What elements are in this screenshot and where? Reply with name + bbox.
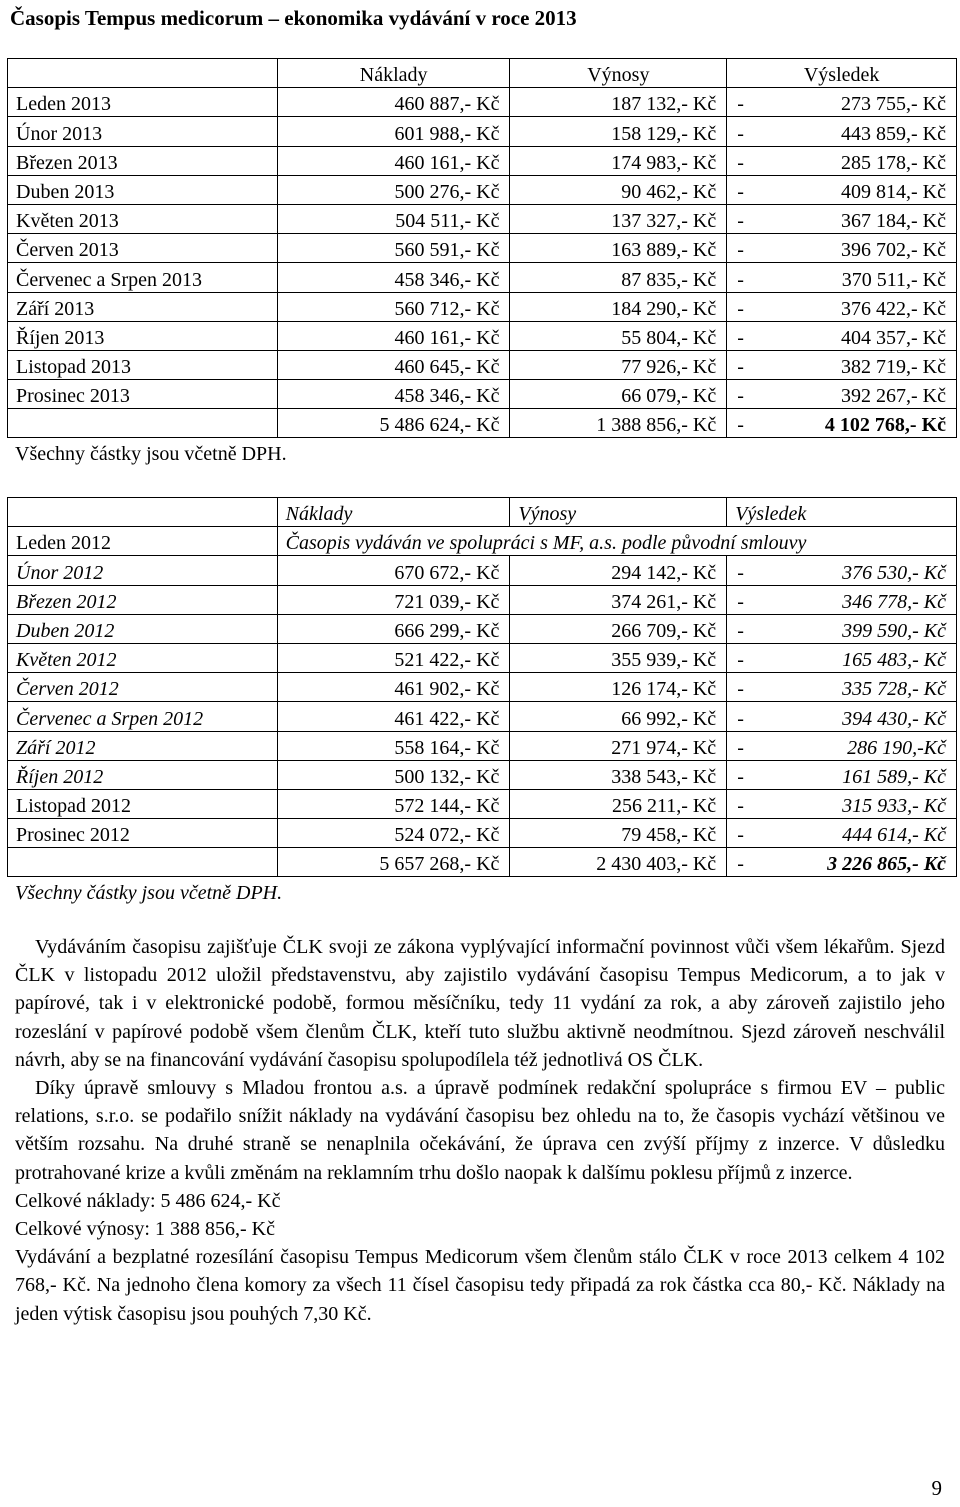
result-cell (727, 88, 957, 117)
result-value (737, 238, 946, 262)
vat-note-2012: Všechny částky jsou včetně DPH. (15, 882, 283, 904)
result-cell (727, 117, 957, 146)
minus-sign: - (737, 268, 744, 291)
revenue-cell: 158 129,- Kč (510, 117, 727, 146)
result-cell (727, 556, 957, 585)
result-amount: 161 589,- Kč (842, 765, 946, 788)
revenue-cell: 174 983,- Kč (510, 146, 727, 175)
table-row (8, 88, 957, 117)
result-value (737, 384, 946, 408)
result-cell (727, 819, 957, 848)
table-row (8, 263, 957, 292)
result-cell (727, 731, 957, 760)
table-row (8, 292, 957, 321)
header-result: Výsledek (727, 498, 957, 527)
minus-sign: - (737, 385, 744, 408)
result-amount: 315 933,- Kč (842, 795, 946, 818)
result-value (737, 297, 946, 321)
result-amount: 367 184,- Kč (841, 210, 946, 233)
result-value (737, 326, 946, 350)
minus-sign: - (737, 590, 744, 613)
month-cell: Září 2013 (8, 292, 278, 321)
minus-sign: - (737, 649, 744, 672)
result-amount: 370 511,- Kč (841, 268, 946, 291)
minus-sign: - (737, 707, 744, 730)
result-amount: 392 267,- Kč (841, 385, 946, 408)
minus-sign: - (737, 93, 744, 116)
revenue-cell: 137 327,- Kč (510, 204, 727, 233)
body-text (15, 933, 945, 1328)
minus-sign: - (737, 180, 744, 203)
result-cell (727, 760, 957, 789)
table-row (8, 789, 957, 818)
table-row (8, 614, 957, 643)
header-revenues: Výnosy (510, 498, 727, 527)
cost-cell: 461 422,- Kč (277, 702, 510, 731)
cost-cell: 500 276,- Kč (277, 175, 510, 204)
result-amount: 286 190,-Kč (847, 736, 946, 759)
table-row (8, 204, 957, 233)
page-number: 9 (931, 1476, 942, 1500)
cost-cell: 504 511,- Kč (277, 204, 510, 233)
revenue-cell: 338 543,- Kč (510, 760, 727, 789)
result-cell (727, 204, 957, 233)
result-value (737, 92, 946, 116)
month-cell: Září 2012 (8, 731, 278, 760)
table-row (8, 819, 957, 848)
result-amount: 346 778,- Kč (842, 590, 946, 613)
month-cell: Květen 2012 (8, 643, 278, 672)
cost-cell: 572 144,- Kč (277, 789, 510, 818)
result-value (737, 268, 946, 292)
revenue-cell: 90 462,- Kč (510, 175, 727, 204)
table-row (8, 760, 957, 789)
result-amount: 273 755,- Kč (841, 93, 946, 116)
cost-cell: 461 902,- Kč (277, 673, 510, 702)
header-result: Výsledek (727, 59, 957, 88)
cost-cell: 560 591,- Kč (277, 234, 510, 263)
total-costs-line: Celkové náklady: 5 486 624,- Kč (15, 1189, 281, 1212)
result-value (737, 151, 946, 175)
result-value (737, 707, 946, 731)
result-value (737, 736, 946, 760)
revenue-cell: 77 926,- Kč (510, 350, 727, 379)
table-row (8, 702, 957, 731)
total-result-cell (727, 409, 957, 438)
paragraph: Díky úpravě smlouvy s Mladou frontou a.s. a úpravě podmínek redakční spolupráce s firmou EV – public relations, s.r.o. se podařilo snížit náklady na vydávání časopisu bez ohledu na to, že časopis vychází většinou ve větším rozsahu. Na druhé straně se nenaplnila očekávání, že úprava cen zvýší příjmy z inzerce. V důsledku protrahované krize a kvůli změnám na reklamním trhu došlo naopak k dalšímu poklesu příjmů z inzerce. (15, 1077, 945, 1184)
result-amount: 444 614,- Kč (842, 824, 946, 847)
cost-cell: 558 164,- Kč (277, 731, 510, 760)
revenue-cell: 87 835,- Kč (510, 263, 727, 292)
result-value (737, 794, 946, 818)
minus-sign: - (737, 210, 744, 233)
result-amount: 382 719,- Kč (841, 356, 946, 379)
total-cost-cell: 5 486 624,- Kč (277, 409, 510, 438)
result-amount: 396 702,- Kč (841, 239, 946, 262)
minus-sign: - (737, 151, 744, 174)
result-cell (727, 234, 957, 263)
month-cell: Červen 2012 (8, 673, 278, 702)
result-value (737, 677, 946, 701)
cost-cell: 460 161,- Kč (277, 146, 510, 175)
result-cell (727, 614, 957, 643)
result-amount: 394 430,- Kč (842, 707, 946, 730)
total-result-amount: 3 226 865,- Kč (827, 853, 946, 876)
table-row (8, 175, 957, 204)
table-row (8, 556, 957, 585)
revenue-cell: 66 992,- Kč (510, 702, 727, 731)
total-revenues-line: Celkové výnosy: 1 388 856,- Kč (15, 1218, 275, 1241)
minus-sign: - (737, 736, 744, 759)
month-cell: Listopad 2012 (8, 789, 278, 818)
revenue-cell: 79 458,- Kč (510, 819, 727, 848)
result-amount: 285 178,- Kč (841, 151, 946, 174)
result-cell (727, 292, 957, 321)
cost-cell: 460 645,- Kč (277, 350, 510, 379)
table-row-first (8, 527, 957, 556)
month-cell: Duben 2012 (8, 614, 278, 643)
minus-sign: - (737, 297, 744, 320)
result-value (737, 561, 946, 585)
result-cell (727, 702, 957, 731)
table-row (8, 321, 957, 350)
result-value (737, 590, 946, 614)
table-row (8, 731, 957, 760)
total-revenue-cell: 2 430 403,- Kč (510, 848, 727, 877)
month-cell: Říjen 2013 (8, 321, 278, 350)
result-amount: 399 590,- Kč (842, 619, 946, 642)
table-row (8, 673, 957, 702)
result-cell (727, 380, 957, 409)
cost-cell: 458 346,- Kč (277, 263, 510, 292)
page-title: Časopis Tempus medicorum – ekonomika vydávání v roce 2013 (10, 6, 577, 30)
month-cell: Říjen 2012 (8, 760, 278, 789)
month-cell: Listopad 2013 (8, 350, 278, 379)
result-amount: 335 728,- Kč (842, 678, 946, 701)
revenue-cell: 126 174,- Kč (510, 673, 727, 702)
revenue-cell: 55 804,- Kč (510, 321, 727, 350)
empty-cell (8, 848, 278, 877)
revenue-cell: 294 142,- Kč (510, 556, 727, 585)
cost-cell: 460 161,- Kč (277, 321, 510, 350)
paragraph: Vydávání a bezplatné rozesílání časopisu Tempus Medicorum všem členům stálo ČLK v roce 2013 celkem 4 102 768,- Kč. Na jednoho člena komory za všech 11 čísel časopisu tedy připadá za rok částka cca 80,- Kč. Náklady na jeden výtisk časopisu jsou pouhých 7,30 Kč. (15, 1246, 945, 1325)
table-2013 (7, 58, 957, 438)
table-row (8, 585, 957, 614)
total-cost-cell: 5 657 268,- Kč (277, 848, 510, 877)
cost-cell: 601 988,- Kč (277, 117, 510, 146)
result-amount: 376 422,- Kč (841, 297, 946, 320)
table-header-row (8, 498, 957, 527)
total-revenue-cell: 1 388 856,- Kč (510, 409, 727, 438)
revenue-cell: 271 974,- Kč (510, 731, 727, 760)
revenue-cell: 66 079,- Kč (510, 380, 727, 409)
vat-note-2013: Všechny částky jsou včetně DPH. (15, 443, 287, 465)
revenue-cell: 184 290,- Kč (510, 292, 727, 321)
result-amount: 443 859,- Kč (841, 122, 946, 145)
total-result-amount: 4 102 768,- Kč (824, 414, 946, 437)
result-amount: 376 530,- Kč (842, 561, 946, 584)
total-result-value (737, 413, 946, 437)
month-cell: Březen 2013 (8, 146, 278, 175)
result-cell (727, 585, 957, 614)
revenue-cell: 163 889,- Kč (510, 234, 727, 263)
minus-sign: - (737, 824, 744, 847)
minus-sign: - (737, 619, 744, 642)
month-cell: Prosinec 2013 (8, 380, 278, 409)
result-cell (727, 321, 957, 350)
month-cell: Červenec a Srpen 2013 (8, 263, 278, 292)
minus-sign: - (737, 678, 744, 701)
minus-sign: - (737, 356, 744, 379)
result-value (737, 355, 946, 379)
month-cell: Červenec a Srpen 2012 (8, 702, 278, 731)
result-value (737, 209, 946, 233)
result-value (737, 180, 946, 204)
month-cell: Únor 2013 (8, 117, 278, 146)
minus-sign: - (737, 853, 744, 876)
cooperation-note-cell: Časopis vydáván ve spolupráci s MF, a.s. podle původní smlouvy (277, 527, 956, 556)
cost-cell: 524 072,- Kč (277, 819, 510, 848)
cost-cell: 521 422,- Kč (277, 643, 510, 672)
result-cell (727, 350, 957, 379)
total-result-value (737, 852, 946, 876)
result-amount: 404 357,- Kč (841, 326, 946, 349)
month-cell: Duben 2013 (8, 175, 278, 204)
month-cell: Březen 2012 (8, 585, 278, 614)
table-row (8, 234, 957, 263)
result-value (737, 823, 946, 847)
month-cell: Leden 2012 (8, 527, 278, 556)
month-cell: Leden 2013 (8, 88, 278, 117)
table-row (8, 643, 957, 672)
cost-cell: 458 346,- Kč (277, 380, 510, 409)
result-cell (727, 673, 957, 702)
table-row (8, 146, 957, 175)
result-cell (727, 175, 957, 204)
month-cell: Červen 2013 (8, 234, 278, 263)
cost-cell: 460 887,- Kč (277, 88, 510, 117)
header-costs: Náklady (277, 498, 510, 527)
cost-cell: 670 672,- Kč (277, 556, 510, 585)
total-result-cell (727, 848, 957, 877)
result-value (737, 765, 946, 789)
cost-cell: 500 132,- Kč (277, 760, 510, 789)
total-row (8, 848, 957, 877)
cost-cell: 666 299,- Kč (277, 614, 510, 643)
total-row (8, 409, 957, 438)
cost-cell: 721 039,- Kč (277, 585, 510, 614)
minus-sign: - (737, 765, 744, 788)
table-row (8, 380, 957, 409)
result-value (737, 648, 946, 672)
revenue-cell: 266 709,- Kč (510, 614, 727, 643)
revenue-cell: 355 939,- Kč (510, 643, 727, 672)
minus-sign: - (737, 795, 744, 818)
revenue-cell: 256 211,- Kč (510, 789, 727, 818)
table-row (8, 117, 957, 146)
header-costs: Náklady (277, 59, 510, 88)
result-cell (727, 263, 957, 292)
paragraph: Vydáváním časopisu zajišťuje ČLK svoji ze zákona vyplývající informační povinnost vůči všem lékařům. Sjezd ČLK v listopadu 2012 uložil představenstvu, aby zajistilo vydávání časopisu Tempus Medicorum, a to jak v papírové, tak i v elektronické podobě, formou měsíčníku, tedy 11 vydání za rok, a aby zároveň zajistilo jeho rozeslání v papírové podobě všem členům ČLK, kteří tuto službu aktivně neodmítnou. Sjezd zároveň neschválil návrh, aby se na financování vydávání časopisu spolupodílela též jednotlivá OS ČLK. (15, 936, 945, 1071)
minus-sign: - (737, 561, 744, 584)
result-amount: 409 814,- Kč (841, 180, 946, 203)
month-cell: Únor 2012 (8, 556, 278, 585)
result-value (737, 122, 946, 146)
result-cell (727, 789, 957, 818)
table-header-row (8, 59, 957, 88)
minus-sign: - (737, 122, 744, 145)
minus-sign: - (737, 326, 744, 349)
month-cell: Prosinec 2012 (8, 819, 278, 848)
minus-sign: - (737, 414, 744, 437)
result-cell (727, 643, 957, 672)
cost-cell: 560 712,- Kč (277, 292, 510, 321)
result-value (737, 619, 946, 643)
empty-cell (8, 409, 278, 438)
table-row (8, 350, 957, 379)
header-revenues: Výnosy (510, 59, 727, 88)
revenue-cell: 374 261,- Kč (510, 585, 727, 614)
revenue-cell: 187 132,- Kč (510, 88, 727, 117)
minus-sign: - (737, 239, 744, 262)
table-2012 (7, 497, 957, 877)
result-cell (727, 146, 957, 175)
result-amount: 165 483,- Kč (842, 649, 946, 672)
month-cell: Květen 2013 (8, 204, 278, 233)
